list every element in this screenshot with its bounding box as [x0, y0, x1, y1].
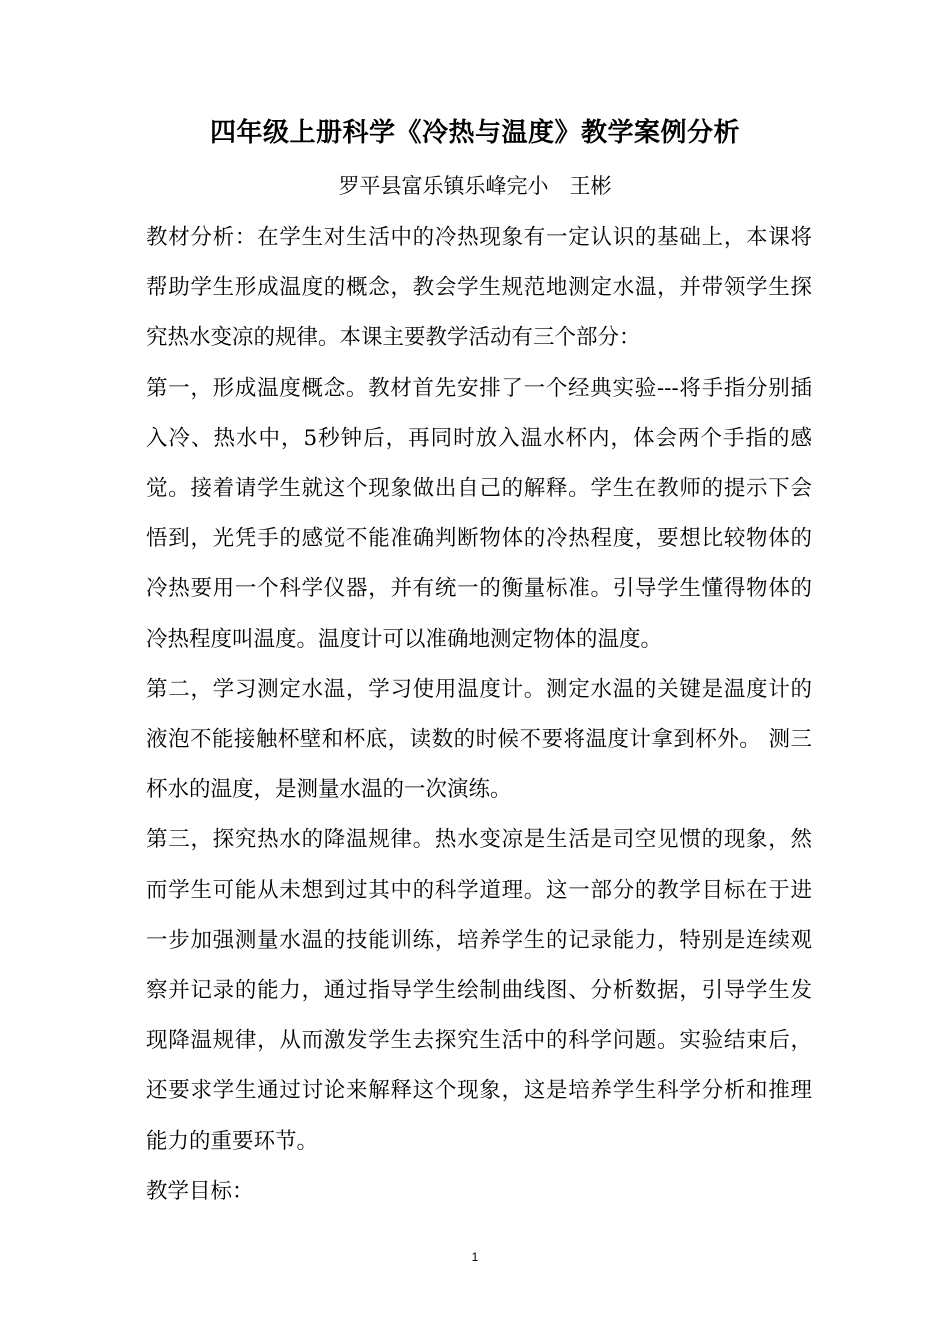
paragraph-textbook-analysis: 教材分析：在学生对生活中的冷热现象有一定认识的基础上，本课将帮助学生形成温度的概念，教会学生规范地测定水温，并带领学生探究热水变凉的规律。本课主要教学活动有三个部分：	[146, 225, 812, 351]
document-body	[146, 213, 812, 1217]
paragraph-teaching-goals: 教学目标：	[146, 1178, 254, 1204]
paragraph-part-two: 第二，学习测定水温，学习使用温度计。测定水温的关键是温度计的液泡不能接触杯壁和杯底，读数的时候不要将温度计拿到杯外。 测三杯水的温度，是测量水温的一次演练。	[146, 676, 812, 803]
author-line: 罗平县富乐镇乐峰完小 王彬	[338, 174, 612, 198]
page-number: 1	[471, 1250, 479, 1264]
paragraph-part-three: 第三，探究热水的降温规律。热水变凉是生活是司空见惯的现象，然而学生可能从未想到过其中的科学道理。这一部分的教学目标在于进一步加强测量水温的技能训练，培养学生的记录能力，特别是连续观察并记录的能力，通过指导学生绘制曲线图、分析数据，引导学生发现降温规律，从而激发学生去探究生活中的科学问题。实验结束后，还要求学生通过讨论来解释这个现象，这是培养学生科学分析和推理能力的重要环节。	[146, 827, 812, 1154]
document-title: 四年级上册科学《冷热与温度》教学案例分析	[209, 118, 740, 148]
paragraph-part-one: 第一，形成温度概念。教材首先安排了一个经典实验---将手指分别插入冷、热水中，5秒钟后，再同时放入温水杯内，体会两个手指的感觉。接着请学生就这个现象做出自己的解释。学生在教师的提示下会悟到，光凭手的感觉不能准确判断物体的冷热程度，要想比较物体的冷热要用一个科学仪器，并有统一的衡量标准。引导学生懂得物体的冷热程度叫温度。温度计可以准确地测定物体的温度。	[146, 375, 812, 652]
